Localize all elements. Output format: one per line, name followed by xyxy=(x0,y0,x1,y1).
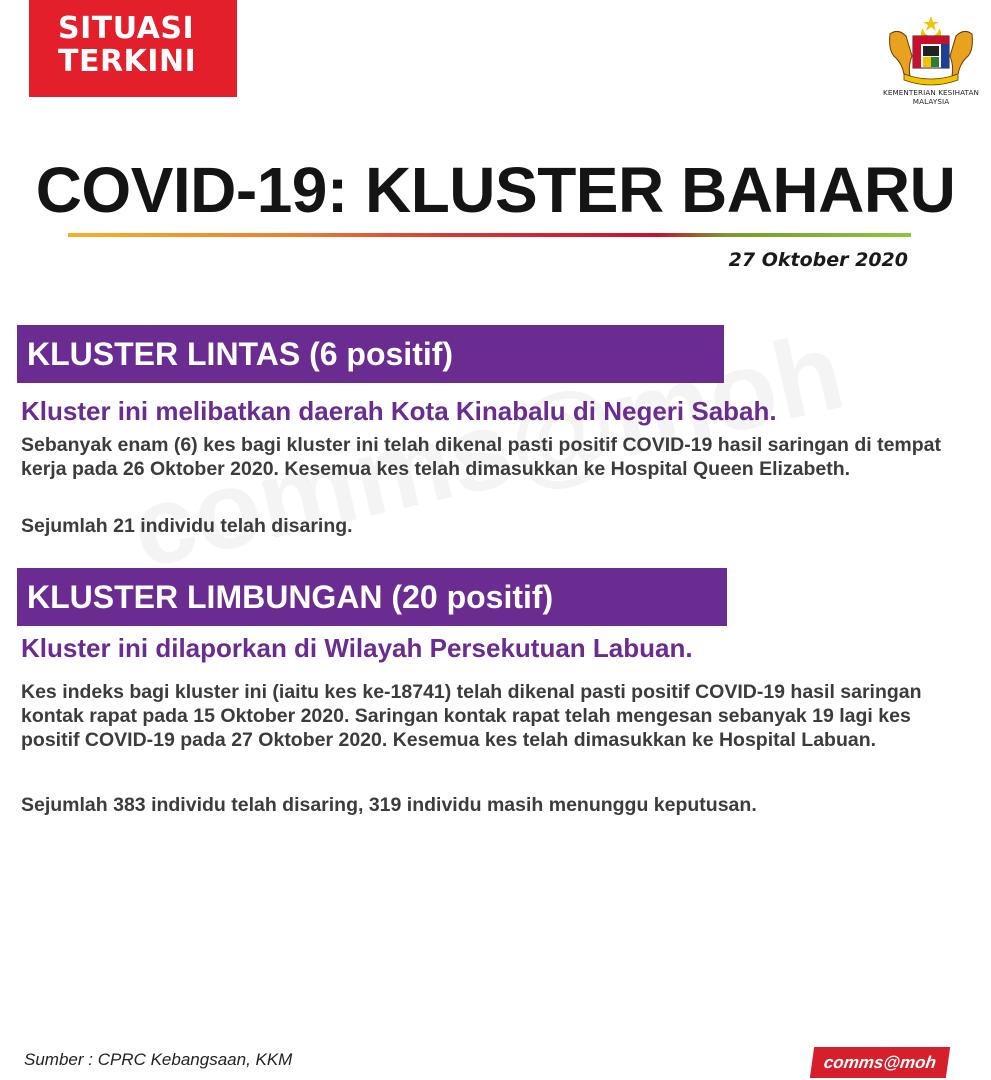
source-credit: Sumber : CPRC Kebangsaan, KKM xyxy=(24,1050,293,1069)
coat-of-arms-icon xyxy=(884,14,978,86)
gradient-divider xyxy=(68,233,911,237)
cluster-lead-lintas: Kluster ini melibatkan daerah Kota Kinabalu di Negeri Sabah. xyxy=(21,396,777,426)
cluster-screened-limbungan: Sejumlah 383 individu telah disaring, 319 individu masih menunggu keputusan. xyxy=(21,794,757,816)
cluster-lead-limbungan: Kluster ini dilaporkan di Wilayah Persekutuan Labuan. xyxy=(21,633,693,663)
crest-org-line-2: MALAYSIA xyxy=(912,97,950,106)
situasi-terkini-badge xyxy=(29,0,237,97)
crest-org-line-1: KEMENTERIAN KESIHATAN xyxy=(883,88,979,97)
cluster-screened-lintas: Sejumlah 21 individu telah disaring. xyxy=(21,515,353,537)
cluster-heading-lintas: KLUSTER LINTAS (6 positif) xyxy=(17,325,724,383)
badge-line-1: SITUASI xyxy=(58,11,195,46)
cluster-heading-limbungan: KLUSTER LIMBUNGAN (20 positif) xyxy=(17,568,727,626)
cluster-body-lintas: Sebanyak enam (6) kes bagi kluster ini telah dikenal pasti positif COVID-19 hasil saringan di tempat kerja pada 26 Oktober 2020. Kesemua kes telah dimasukkan ke Hospital Queen Elizabeth. xyxy=(21,434,942,480)
report-date: 27 Oktober 2020 xyxy=(728,249,908,271)
badge-line-2: TERKINI xyxy=(58,44,197,79)
page-title: COVID-19: KLUSTER BAHARU xyxy=(35,154,956,226)
comms-handle-badge: comms@moh xyxy=(810,1047,950,1078)
ministry-crest xyxy=(876,14,986,110)
cluster-body-limbungan: Kes indeks bagi kluster ini (iaitu kes ke-18741) telah dikenal pasti positif COVID-19 hasil saringan kontak rapat pada 15 Oktober 2020. Saringan kontak rapat telah mengesan sebanyak 19 lagi kes positif COVID-19 pada 27 Oktober 2020. Kesemua kes telah dimasukkan ke Hospital Labuan. xyxy=(21,681,922,751)
